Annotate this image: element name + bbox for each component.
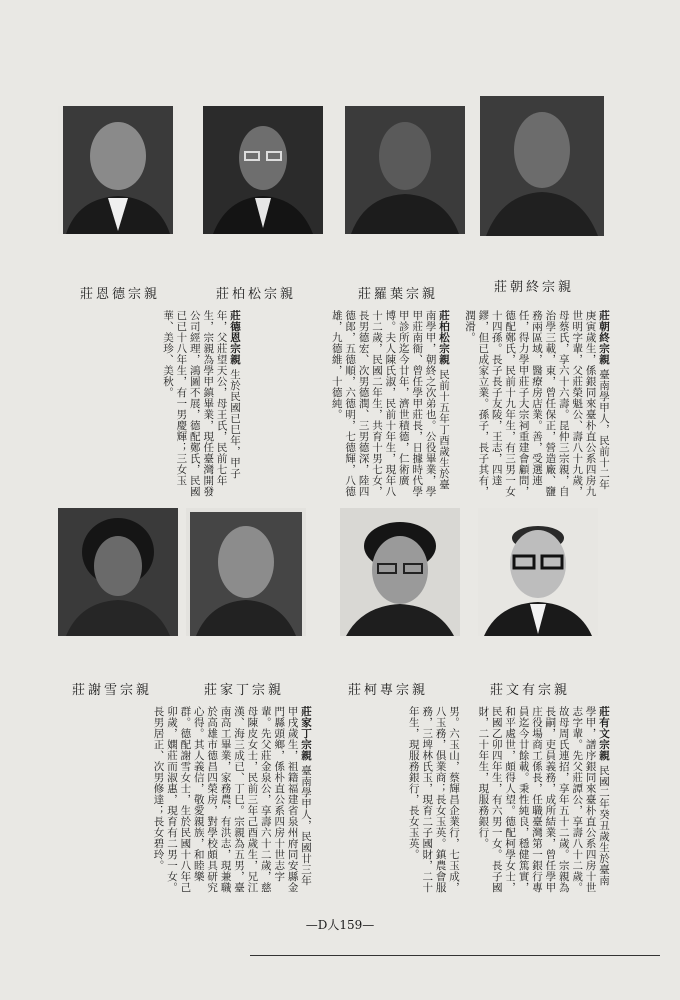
biography-body: 生於民國已巳年，甲子年，父莊望天公，母王氏，民前七年生，宗親為學甲鎮畢業，現任臺灣開發公司經理，鴻圖不展，德配鄭氏，民國已已十八年生，有一男慶輝；三女玉華、美珍、美秋。 bbox=[161, 310, 241, 497]
portrait-caption: 莊家丁宗親 bbox=[204, 683, 285, 698]
portrait-caption: 莊謝雪宗親 bbox=[72, 683, 153, 698]
portrait-photo bbox=[58, 508, 178, 636]
portrait-caption: 莊柏松宗親 bbox=[216, 287, 297, 302]
biography-body: 臺南學甲人，民國廿三年甲戌歲生，祖籍福建省泉州府同安縣金門縣頭鄉，係朴直公系四房十世志字輩。先父莊金泉公，享壽六十二歲，慈母陳皮女士，民前三年己酉歲生，兄江漢、海三成已、丁巳。宗親為五男，臺南高工畢業，家務農，有洪志，現兼職於高雄市德昌四榮房，對學校頗具研究心得。其人義信，敬愛親族，和睦樂群。德配謝雪女士，生於民國十八年己卯歲，嫻莊而淑惠，現育有二男一女。長男居正、次男修達；長女碧玲。 bbox=[152, 706, 312, 893]
portrait-caption: 莊恩德宗親 bbox=[80, 287, 161, 302]
biography-text bbox=[320, 706, 460, 896]
biography-body: 民前十五年丁酉歲生於臺南學甲，朝終之次弟也。公役畢業，學甲莊南衙、曾任學甲莊長，日據時代學甲診所迄今廿年，濟世積德，仁術廣博。夫人陳氏淑，民前十年生，現年八十二歲，民國二年生，共育十男七女，長男德宏、次男德潤、三男德深，陸四德郎，五德順，六德明，七德輝，八德雄，九德維，十德純。 bbox=[330, 310, 450, 497]
portrait-photo bbox=[480, 96, 604, 236]
biography-title: 莊有文宗親 bbox=[598, 706, 610, 761]
biography-body: 民國二年癸丑歲生於臺南學甲，譜序銀同來臺朴直公系四房十世志字輩。先父莊譚公，享壽八十二歲。故母周氏連招，享年五十二歲。宗親為長嗣，吏員義務，成所結業，曾任學甲庄役場商工係長，任職臺灣第一銀行專員迄今廿餘載。秉性純良，穩健篤實，和平處世，頗得人望。德配柯學女士，民國乙卯四年生，有六男一女。長子國財，二十年生，現服務銀行。 bbox=[477, 706, 610, 893]
biography-text bbox=[462, 310, 610, 500]
biography-title: 莊德恩宗親 bbox=[229, 310, 241, 365]
portrait-caption: 莊朝終宗親 bbox=[494, 280, 575, 295]
biography-body: 男。六玉山，蔡輝昌企業行，七玉成，八玉務，俱業商；長女玉英。鎮農會服務，三埤林氏玉，現育二子國財，二十年生，現服務銀行，長女玉英。 bbox=[407, 706, 460, 893]
divider-line bbox=[250, 955, 660, 956]
biography-text bbox=[86, 310, 241, 500]
biography-title: 莊家丁宗親 bbox=[300, 706, 312, 761]
portrait-photo bbox=[345, 106, 465, 234]
portrait-photo bbox=[340, 508, 460, 636]
biography-text bbox=[250, 310, 450, 500]
portrait-photo bbox=[58, 106, 178, 234]
biography-text bbox=[86, 706, 312, 896]
portrait-photo bbox=[186, 508, 306, 636]
biography-body: 臺南學甲人，民前十二年庚寅歲生，係銀同來臺朴直公系四房九世明字輩，父莊榮魁公、壽八十九歲，母蔡氏，享六十六壽。昆仲三宗親，自治學三載，東，曾任保正，營造廠、鹽務兩區域，醫療房店業。善，受選連任，得力學甲莊子大宗祠重建會顧問，德配鄭氏，民前十九年生，有三男一女十四孫。長子長子友陵，王志，四達鏐，但已成家立業。孫子，長子其有，潤滑。 bbox=[463, 310, 610, 497]
portrait-photo bbox=[478, 508, 598, 636]
page-number: —D人159— bbox=[305, 918, 375, 932]
biography-title: 莊柏松宗親 bbox=[438, 310, 450, 365]
portrait-caption: 莊羅葉宗親 bbox=[358, 287, 439, 302]
portrait-photo bbox=[203, 106, 323, 234]
biography-text bbox=[470, 706, 610, 896]
biography-title: 莊朝終宗親 bbox=[598, 310, 610, 365]
portrait-caption: 莊柯專宗親 bbox=[348, 683, 429, 698]
portrait-caption: 莊文有宗親 bbox=[490, 683, 571, 698]
